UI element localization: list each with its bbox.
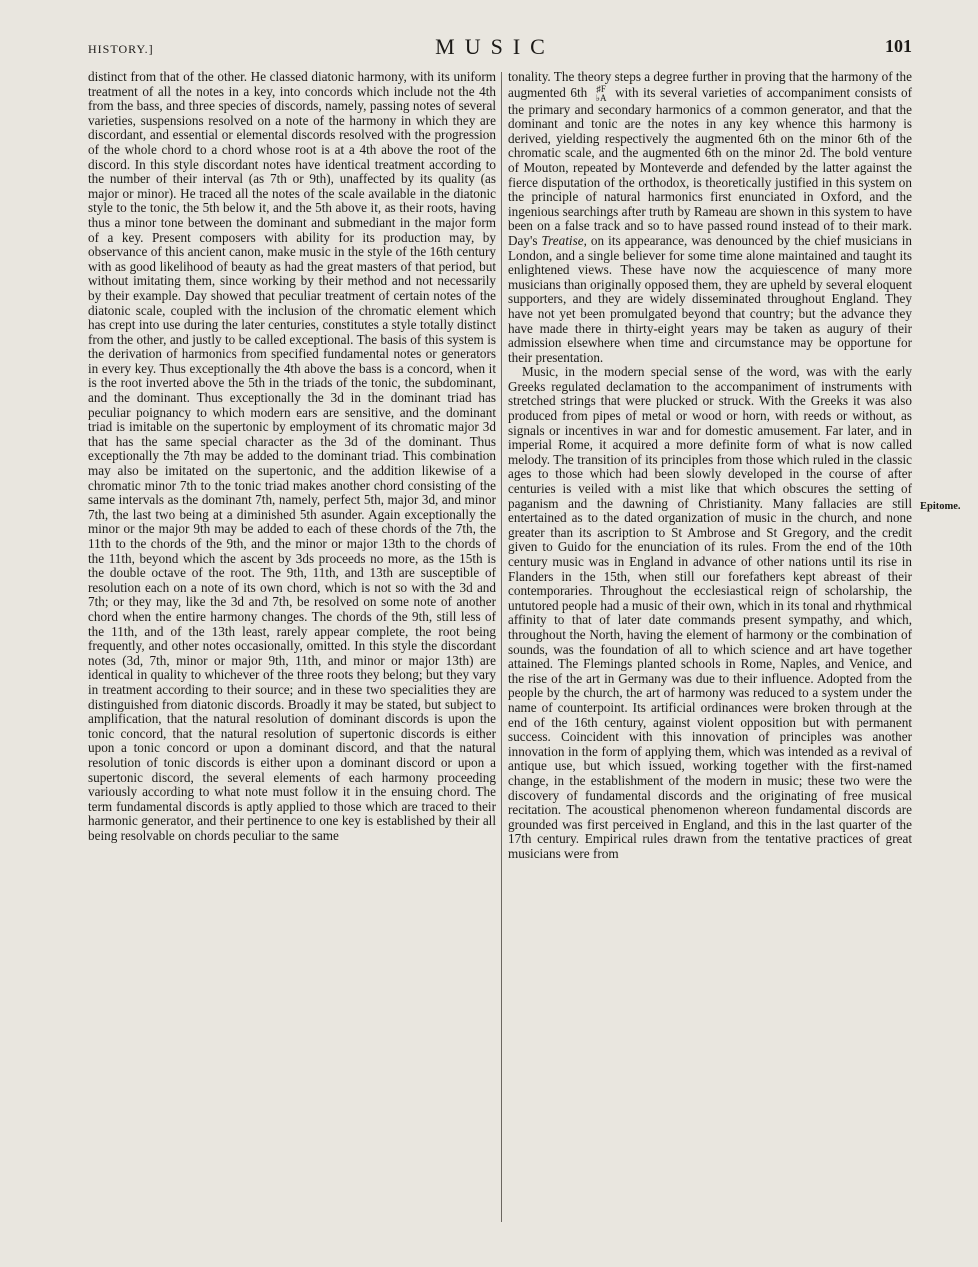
- column-divider: [501, 72, 502, 1222]
- page-title: MUSIC: [435, 34, 555, 59]
- text-run: , on its appearance, was denounced by the chief musicians in London, and a single believer for some time alone maintained and taught its enlightened views. These have now the acquiescence of many more musicians than originally opposed them, they are upheld by several eloquent supporters, and they are widely disseminated throughout England. They have not yet been promulgated beyond that country; but the advance they have made there in thirty-eight years may be taken as augury of their admission elsewhere when time and circumstance may be opportune for their presentation.: [508, 232, 912, 365]
- running-header: [78, 34, 912, 64]
- right-column: [508, 70, 912, 861]
- margin-note: Epitome.: [920, 501, 961, 512]
- text-run: tonality. The theory steps a degree further in proving that the harmony of the augmented 6th: [508, 69, 912, 100]
- page-number: 101: [885, 36, 912, 56]
- text-run: with its several varieties of accompaniment consists of the primary and secondary harmonics of a common generator, and that the dominant and tonic are the notes in any key whence this harmony is derived, yielding respectively the augmented 6th on the minor 6th of the chromatic scale, and the augmented 6th on the minor 2d. The bold venture of Mouton, repeated by Monteverde and defended by the latter against the fierce disputation of the orthodox, is theoretically justified in this system on the principle of natural harmonics first enunciated in Oxford, and the ingenious searchings after truth by Rameau are shown in this system to have been on a false track and so to have passed round instead of to their mark. Day's: [508, 84, 913, 248]
- left-paragraph: distinct from that of the other. He classed diatonic harmony, with its uniform treatment of all the notes in a key, into concords which include not the 4th from the bass, and three species of discords, namely, passing notes of several varieties, suspensions resolved on a note of the harmony in which they are discordant, and essential or elemental discords resolved with the progression of the whole chord to a chord whose root is at a 4th above the root of the discord. In this style discordant notes have identical treatment according to the number of their interval (as 7th or 9th), unaffected by its quality (as major or minor). He traced all the notes of the scale available in the diatonic style to the tonic, the 5th below it, and the 5th above it, as their roots, having thus a minor tone between the dominant and submediant in the major form of a key. Present composers with ability for its production may, by observance of this ancient canon, make music in the style of the 16th century with as good likelihood of beauty as had the great masters of that period, but without imitating them, since working by their method and not necessarily by their example. Day showed that peculiar treatment of certain notes of the diatonic scale, coupled with the inclusion of the chromatic element which has crept into use during the later centuries, constitutes a style totally distinct from the other, and justly to be called exceptional. The basis of this system is the derivation of harmonics from specified fundamental notes or generators in every key. Thus exceptionally the 4th above the bass is a concord, when it is the root inverted above the 5th in the triads of the tonic, the subdominant, and the dominant. Thus exceptionally the 3d in the dominant triad has peculiar poignancy to which modern ears are sensitive, and the dominant triad is imitable on the supertonic by employment of its chromatic major 3d that has the same special character as the 3d of the dominant. Thus exceptionally the 7th may be added to the dominant triad. This combination may also be imitated on the supertonic, and the addition likewise of a chromatic minor 7th to the tonic triad makes another chord consisting of the same intervals as the dominant 7th, namely, perfect 5th, major 3d, and minor 7th, the last two being at a diminished 5th asunder. Again exceptionally the minor or the major 9th may be added to each of these chords of the 7th, the 11th to the chords of the 9th, and the minor or major 13th to the chords of the 11th, beyond which the ascent by 3ds proceeds no more, as the 15th is the double octave of the root. The 9th, 11th, and 13th are susceptible of resolution each on a note of its own chord, which is not so with the 3d and 7th; or they may, like the 3d and 7th, be resolved on some note of another chord when the entire harmony changes. The chords of the 9th, still less of the 11th, and of the 13th least, rarely appear complete, the root being frequently, and other notes occasionally, omitted. In this style the discordant notes (3d, 7th, minor or major 9th, 11th, and minor or major 13th) are identical in quality to whichever of the three roots they belong; but they vary in treatment according to their source; and in these two specialities they are distinguished from diatonic discords. Broadly it may be stated, but subject to amplification, that the natural resolution of dominant discords is upon the tonic concord, that the natural resolution of supertonic discords is either upon a tonic concord or upon a dominant discord, and that the natural resolution of tonic discords is either upon a dominant discord or upon a supertonic discord, the several elements of each harmony proceeding variously according to what note must follow it in the ensuing chord. The term fundamental discords is aptly applied to those which are traced to their harmonic generator, and their pertinence to one key is established by their all being resolvable on chords peculiar to the same: [88, 69, 496, 843]
- right-paragraph-1: [508, 70, 912, 365]
- fraction-top: ♯F: [596, 83, 606, 94]
- right-paragraph-2: Music, in the modern special sense of the word, was with the early Greeks regulated declamation to the accompaniment of instruments with stretched strings that were plucked or struck. With the Greeks it was also produced from pipes of metal or wood or horn, with reeds or without, as signals or incentives in war and for domestic amusement. Far later, and in imperial Rome, it acquired a more definite form of what is now called melody. The transition of its principles from those which ruled in the classic ages to those which had been slowly developed in the course of after centuries is veiled with a mist like that which obscures the setting of paganism and the dawning of Christianity. Many fallacies are still entertained as to the dated organization of music in the church, and none greater than its ascription to St Ambrose and St Gregory, and the credit given to Guido for the enunciation of its rules. From the end of the 10th century music was in England in advance of other nations until its rise in Flanders in the 15th, when still our forefathers kept abreast of their contemporaries. Throughout the ecclesiastical reign of scholarship, the untutored people had a music of their own, which in its tonal and rhythmical affinity to that of later date commands present sympathy, and which, throughout the North, having the element of harmony or the combination of sounds, was the foundation of all to which science and art have together attained. The Flemings planted schools in Rome, Naples, and Venice, and the rise of the art in Germany was due to their influence. Adopted from the people by the church, the art of harmony was reduced to a system under the name of counterpoint. Its artificial ordinances were broken through at the end of the 16th century, against violent opposition but with permanent success. Coincident with this innovation of principles was another innovation in the form of applying them, which was intended as a revival of antique use, but which issued, working together with the first-named change, in the establishment of the modern in music; these two were the discovery of fundamental discords and the originating of free musical recitation. The acoustical phenomenon whereon fundamental discords are grounded was first perceived in England, and this in the last quarter of the 17th century. Empirical rules drawn from the tentative practices of great musicians were from: [508, 364, 912, 861]
- fraction-bottom: ♭A: [595, 92, 607, 103]
- section-label: HISTORY.]: [88, 42, 154, 56]
- left-column: [88, 70, 496, 843]
- italic-title: Treatise: [541, 232, 584, 248]
- augmented-sixth-notation: [596, 85, 607, 103]
